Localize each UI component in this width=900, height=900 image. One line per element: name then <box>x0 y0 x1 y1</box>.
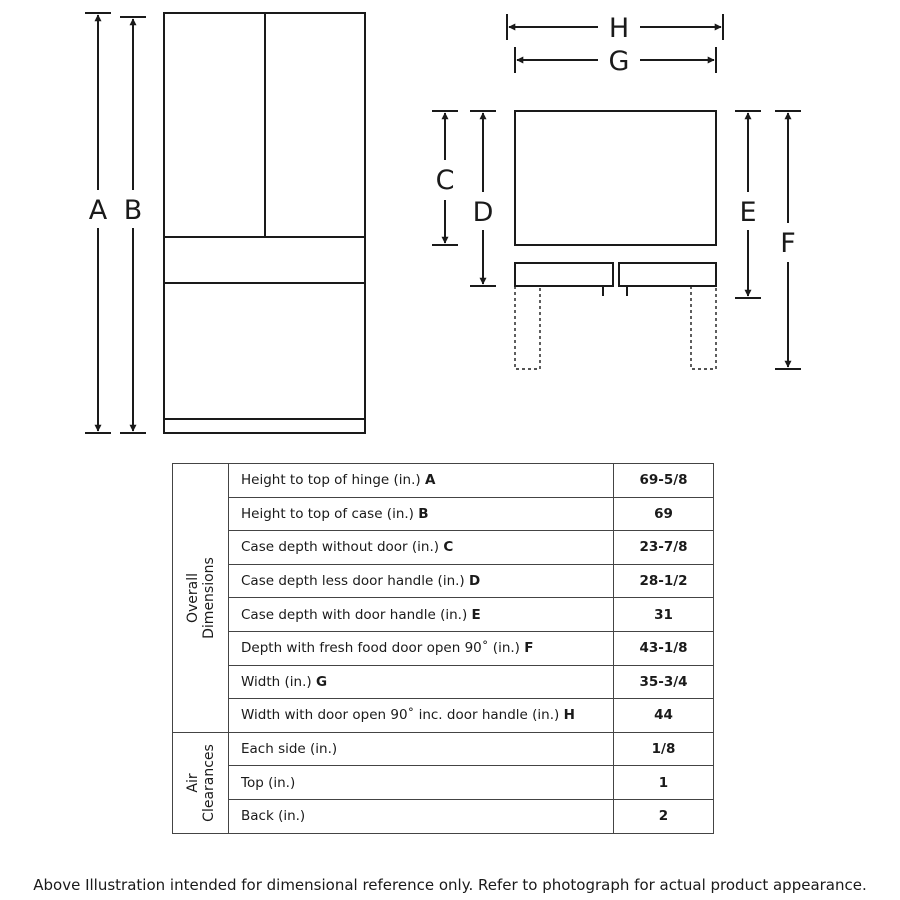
top-view <box>515 111 716 296</box>
group-title-line: Clearances <box>200 743 217 822</box>
label-b: B <box>123 195 143 226</box>
table-row <box>173 464 714 498</box>
row-label: Case depth without door (in.) C <box>229 531 614 565</box>
label-f: F <box>780 228 796 259</box>
label-c: C <box>435 165 455 196</box>
label-g: G <box>608 46 630 77</box>
label-d: D <box>472 197 494 228</box>
front-view <box>164 13 365 433</box>
row-label: Back (in.) <box>229 799 614 833</box>
table-row <box>173 732 714 766</box>
row-label: Height to top of hinge (in.) A <box>229 464 614 498</box>
group-title-line: Air <box>184 773 201 793</box>
row-value: 28-1/2 <box>614 564 714 598</box>
table-row <box>173 564 714 598</box>
table-row <box>173 766 714 800</box>
dimensions-table <box>172 463 714 834</box>
row-value: 44 <box>614 699 714 733</box>
table-row <box>173 598 714 632</box>
row-value: 69 <box>614 497 714 531</box>
label-e: E <box>739 197 757 228</box>
row-value: 2 <box>614 799 714 833</box>
row-value: 35-3/4 <box>614 665 714 699</box>
footnote: Above Illustration intended for dimensional reference only. Refer to photograph for actual product appearance. <box>33 876 867 894</box>
table-row <box>173 531 714 565</box>
row-label: Width with door open 90˚ inc. door handle (in.) H <box>229 699 614 733</box>
group-title-line: Dimensions <box>200 557 217 639</box>
table-row <box>173 799 714 833</box>
row-value: 1 <box>614 766 714 800</box>
row-value: 31 <box>614 598 714 632</box>
group-air-clearances <box>173 732 229 833</box>
table-row <box>173 631 714 665</box>
row-label: Case depth less door handle (in.) D <box>229 564 614 598</box>
row-label: Each side (in.) <box>229 732 614 766</box>
row-value: 1/8 <box>614 732 714 766</box>
table-row <box>173 699 714 733</box>
label-a: A <box>88 195 108 226</box>
row-value: 23-7/8 <box>614 531 714 565</box>
row-value: 69-5/8 <box>614 464 714 498</box>
row-label: Top (in.) <box>229 766 614 800</box>
row-value: 43-1/8 <box>614 631 714 665</box>
group-overall-dimensions <box>173 464 229 733</box>
label-h: H <box>608 13 630 44</box>
table-row <box>173 665 714 699</box>
row-label: Width (in.) G <box>229 665 614 699</box>
row-label: Height to top of case (in.) B <box>229 497 614 531</box>
table-row <box>173 497 714 531</box>
row-label: Depth with fresh food door open 90˚ (in.) F <box>229 631 614 665</box>
group-title-line: Overall <box>184 572 201 623</box>
open-door-outlines <box>515 286 716 369</box>
row-label: Case depth with door handle (in.) E <box>229 598 614 632</box>
